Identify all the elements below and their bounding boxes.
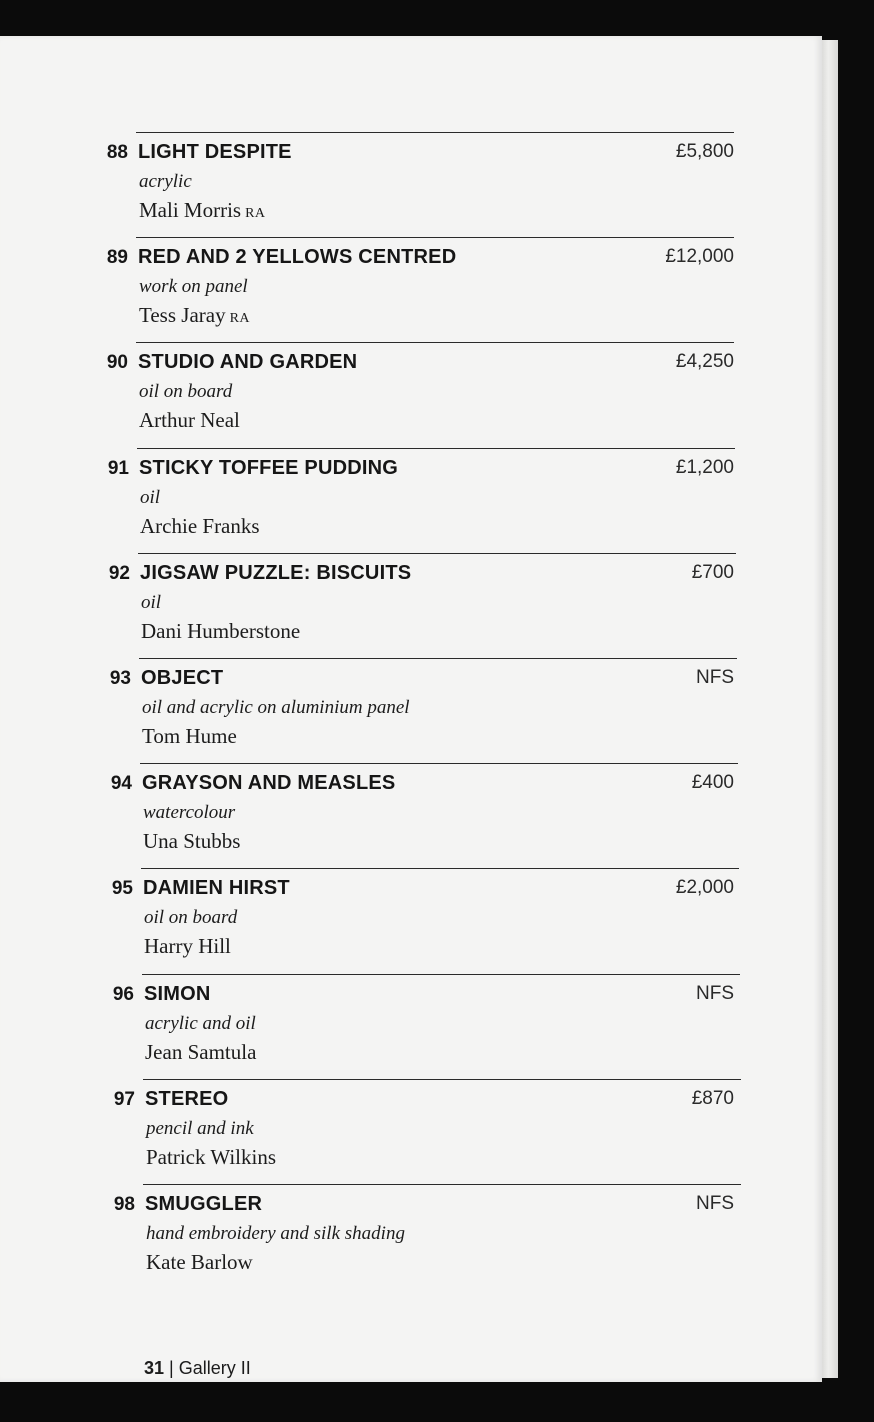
catalogue-entry [0,658,822,763]
divider-rule [142,974,740,975]
artwork-title: DAMIEN HIRST [143,877,290,900]
artwork-price: £870 [691,1087,734,1109]
catalogue-entry [0,1184,822,1289]
entry-number: 90 [106,352,128,374]
entry-number: 92 [108,562,130,584]
artwork-medium: acrylic [139,171,192,192]
artwork-medium: oil on board [144,907,238,929]
entry-number: 94 [110,773,132,795]
artwork-title: JIGSAW PUZZLE: BISCUITS [140,561,412,584]
divider-rule [140,763,738,764]
artwork-medium: acrylic and oil [145,1012,256,1034]
entry-number: 98 [113,1194,135,1215]
artist-name: Archie Franks [140,513,260,538]
catalogue-entry [0,763,822,868]
artwork-title: GRAYSON AND MEASLES [142,772,396,795]
artist-name: Jean Samtula [145,1039,257,1064]
artwork-medium: watercolour [143,802,236,824]
catalogue-entry [0,868,822,973]
artwork-title: RED AND 2 YELLOWS CENTRED [138,246,457,269]
artist-name: Tess Jaray RA [139,303,251,328]
artist-name: Harry Hill [144,934,231,959]
artist-name: Tom Hume [142,724,237,748]
artwork-price: £12,000 [665,246,734,268]
artwork-medium: hand embroidery and silk shading [146,1223,405,1244]
catalogue-entry [0,448,822,553]
ra-suffix: RA [241,206,266,221]
artwork-title: STUDIO AND GARDEN [138,351,358,374]
divider-rule [136,237,734,238]
artwork-price: NFS [696,1193,734,1214]
artwork-price: NFS [696,982,734,1004]
artist-name: Patrick Wilkins [146,1144,277,1169]
artist-name: Mali Morris RA [139,198,266,222]
catalogue-entry [0,342,822,447]
entry-number: 89 [106,247,128,269]
catalogue-entry [0,1079,822,1184]
divider-rule [143,1184,741,1185]
artwork-medium: oil on board [139,381,233,403]
catalogue-page [0,36,822,1382]
entry-number: 95 [111,878,133,900]
divider-rule [137,448,735,449]
artist-name: Dani Humberstone [141,618,301,643]
divider-rule [138,553,736,554]
artwork-price: £700 [691,561,734,583]
artwork-price: NFS [696,667,734,688]
entry-number: 97 [113,1088,135,1110]
footer-separator: | [164,1358,179,1378]
artwork-title: STEREO [145,1087,229,1110]
entry-number: 96 [112,983,134,1005]
divider-rule [136,132,734,133]
artwork-title: LIGHT DESPITE [138,141,292,163]
artwork-price: £2,000 [675,877,734,899]
divider-rule [139,658,737,659]
catalogue-entry [0,553,822,658]
artist-name: Una Stubbs [143,829,241,854]
artwork-medium: work on panel [139,276,248,298]
entry-number: 91 [107,457,129,479]
artist-name: Kate Barlow [146,1250,253,1274]
artwork-medium: oil and acrylic on aluminium panel [142,697,410,718]
artwork-price: £400 [691,772,734,794]
divider-rule [143,1079,741,1080]
divider-rule [136,342,734,343]
page-edge [822,40,838,1378]
page-number: 31 [144,1358,165,1378]
artwork-title: OBJECT [141,667,224,689]
artwork-medium: pencil and ink [146,1117,254,1139]
entry-number: 88 [106,142,128,163]
artwork-price: £1,200 [675,456,734,478]
artwork-title: STICKY TOFFEE PUDDING [139,456,399,479]
artwork-price: £4,250 [675,351,734,373]
entry-number: 93 [109,668,131,689]
artwork-medium: oil [140,486,161,508]
artwork-medium: oil [141,591,162,613]
artwork-title: SMUGGLER [145,1193,263,1215]
artist-name: Arthur Neal [139,408,240,433]
page-footer [144,1358,251,1379]
catalogue-entry [0,974,822,1079]
ra-suffix: RA [225,311,251,327]
artwork-price: £5,800 [675,141,734,162]
artwork-title: SIMON [144,982,211,1005]
catalogue-entry [0,132,822,237]
section-name: Gallery II [178,1358,251,1378]
catalogue-entry [0,237,822,342]
divider-rule [141,868,739,869]
